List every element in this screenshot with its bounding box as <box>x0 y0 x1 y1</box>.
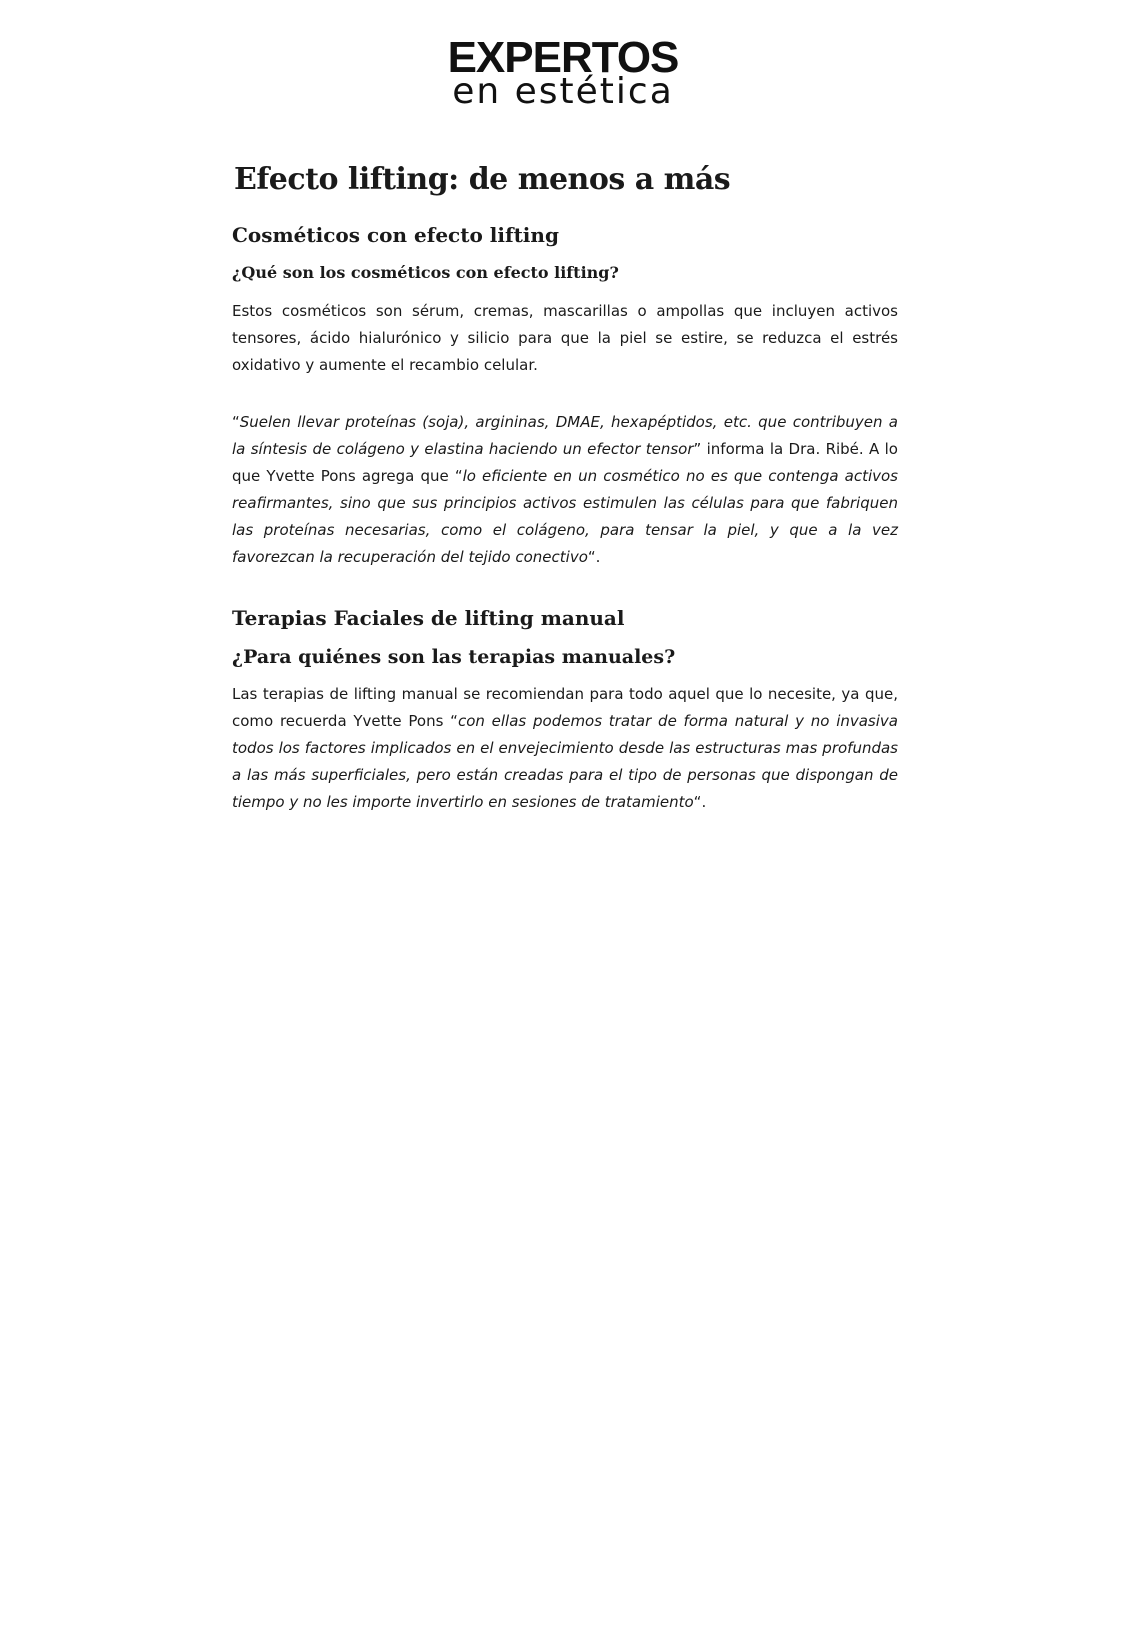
paragraph-cosmeticos-quotes <box>232 409 898 571</box>
open-quote: “ <box>232 413 240 431</box>
quote-yvette-pons: lo eficiente en un cosmético no es que contenga activos reafirmantes, sino que sus principios activos estimulen las células para que fabriquen las proteínas necesarias, como el colágeno, para tensar la piel, y que a la vez favorezcan la recuperación del tejido conectivo <box>232 467 898 566</box>
close-quote: “. <box>587 548 601 566</box>
terapias-close: “. <box>693 793 707 811</box>
quote-attribution: ” informa la Dra. Ribé. A lo que Yvette Pons agrega que “ <box>232 440 898 485</box>
section-heading-cosmeticos: Cosméticos con efecto lifting <box>232 223 559 247</box>
terapias-lead: Las terapias de lifting manual se recomiendan para todo aquel que lo necesite, ya que, como recuerda Yvette Pons “ <box>232 685 898 730</box>
quote-terapias: con ellas podemos tratar de forma natural y no invasiva todos los factores implicados en el envejecimiento desde las estructuras mas profundas a las más superficiales, pero están creadas para el tipo de personas que dispongan de tiempo y no les importe invertirlo en sesiones de tratamiento <box>232 712 898 811</box>
article <box>232 160 898 816</box>
brand-logo <box>0 33 1126 112</box>
article-title: Efecto lifting: de menos a más <box>234 162 731 197</box>
brand-logo-line2: en estética <box>452 71 674 112</box>
section-subheading-cosmeticos: ¿Qué son los cosméticos con efecto lifting? <box>232 263 619 282</box>
brand-logo-line1: EXPERTOS <box>447 33 679 82</box>
section-heading-terapias: Terapias Faciales de lifting manual <box>232 606 625 630</box>
quote-dra-ribe: Suelen llevar proteínas (soja), argininas, DMAE, hexapéptidos, etc. que contribuyen a la síntesis de colágeno y elastina haciendo un efector tensor <box>232 413 898 458</box>
paragraph-cosmeticos-intro: Estos cosméticos son sérum, cremas, mascarillas o ampollas que incluyen activos tensores, ácido hialurónico y silicio para que la piel se estire, se reduzca el estrés oxidativo y aumente el recambio celular. <box>232 302 898 374</box>
section-subheading-terapias: ¿Para quiénes son las terapias manuales? <box>232 646 676 668</box>
paragraph-terapias <box>232 681 898 816</box>
